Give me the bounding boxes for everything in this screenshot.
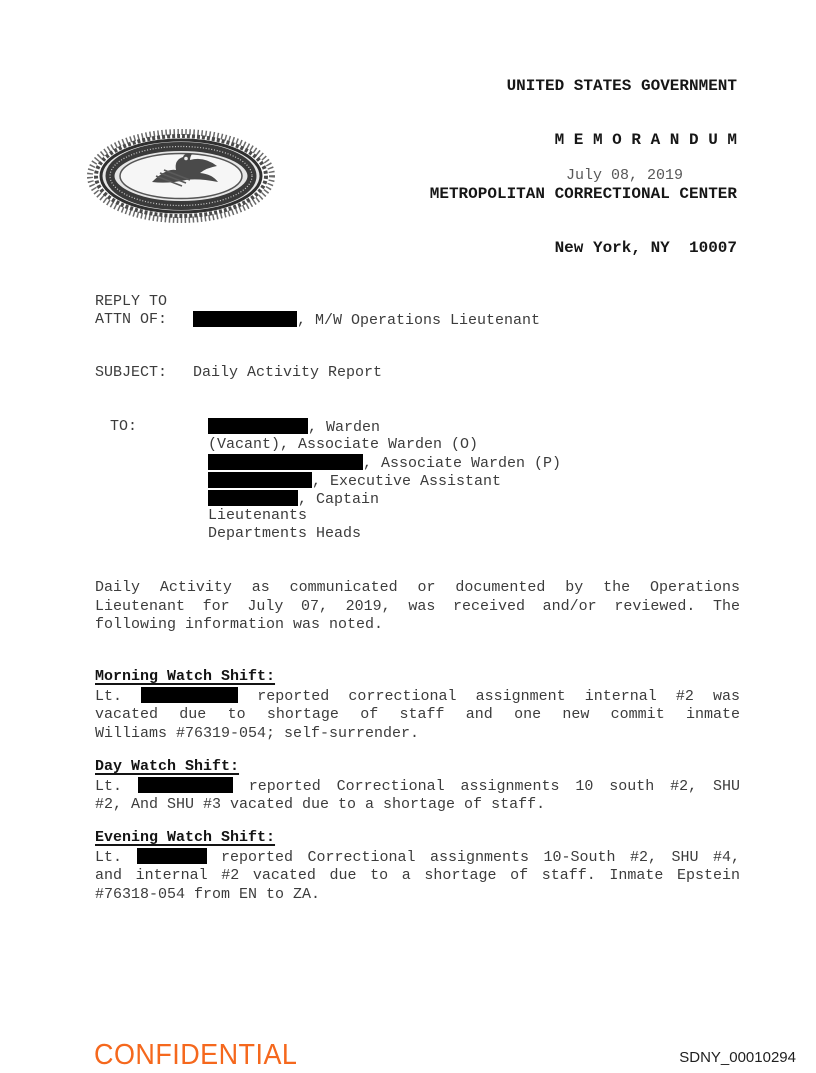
attn-of-title: , M/W Operations Lieutenant xyxy=(297,311,541,329)
bates-number: SDNY_00010294 xyxy=(679,1049,796,1066)
day-watch-heading: Day Watch Shift: xyxy=(95,758,240,775)
day-line-1: Lt. reported Correctional assignments 10 south #2, SHU xyxy=(95,777,740,795)
intro-line: Daily Activity as communicated or documented by the Operations xyxy=(95,579,740,596)
morning-watch-heading: Morning Watch Shift: xyxy=(95,668,276,685)
morning-line-1: Lt. reported correctional assignment internal #2 was xyxy=(95,687,740,705)
redaction-box xyxy=(208,490,298,506)
evening-line-1: Lt. reported Correctional assignments 10-South #2, SHU #4, xyxy=(95,848,740,866)
morning-line-2: vacated due to shortage of staff and one new commit inmate xyxy=(95,706,740,723)
day-watch-section xyxy=(95,758,740,815)
recipient-department-heads: Departments Heads xyxy=(208,525,362,543)
evening-watch-section xyxy=(95,829,740,904)
morning-line-3: Williams #76319-054; self-surrender. xyxy=(95,724,420,742)
letterhead-line-1: UNITED STATES GOVERNMENT xyxy=(506,77,737,95)
evening-watch-heading: Evening Watch Shift: xyxy=(95,829,276,846)
redaction-box xyxy=(208,418,308,434)
letterhead-line-2: M E M O R A N D U M xyxy=(554,131,737,149)
subject-row xyxy=(95,364,740,382)
recipient-lieutenants: Lieutenants xyxy=(208,507,308,525)
redaction-box xyxy=(193,311,297,327)
to-recipients xyxy=(208,418,740,543)
redaction-box xyxy=(208,472,312,488)
reply-to-block xyxy=(95,293,740,329)
letterhead-line-4: New York, NY 10007 xyxy=(554,239,737,257)
redaction-box xyxy=(138,777,233,793)
evening-line-2: and internal #2 vacated due to a shortage of staff. Inmate Epstein xyxy=(95,867,740,884)
recipient-executive-assistant: , Executive Assistant xyxy=(208,472,740,490)
recipient-associate-warden-o: (Vacant), Associate Warden (O) xyxy=(208,435,479,453)
to-label: TO: xyxy=(110,418,138,435)
redaction-box xyxy=(137,848,207,864)
subject-value: Daily Activity Report xyxy=(193,364,383,381)
confidential-stamp: CONFIDENTIAL xyxy=(94,1039,298,1071)
attn-of-label: ATTN OF: xyxy=(95,310,168,328)
attn-of-value xyxy=(193,311,740,330)
morning-watch-section xyxy=(95,668,740,743)
redaction-box xyxy=(141,687,238,703)
memo-date: July 08, 2019 xyxy=(566,167,684,184)
recipient-captain: , Captain xyxy=(208,490,740,508)
evening-line-3: #76318-054 from EN to ZA. xyxy=(95,885,321,903)
day-line-2: #2, And SHU #3 vacated due to a shortage of staff. xyxy=(95,796,546,813)
recipient-warden: , Warden xyxy=(208,418,740,436)
letterhead-line-3: METROPOLITAN CORRECTIONAL CENTER xyxy=(429,185,737,203)
to-block xyxy=(95,418,740,543)
subject-label: SUBJECT: xyxy=(95,364,168,381)
recipient-associate-warden-p: , Associate Warden (P) xyxy=(208,454,740,472)
intro-paragraph xyxy=(95,579,740,635)
intro-line: following information was noted. xyxy=(95,616,384,633)
intro-line: Lieutenant for July 07, 2019, was received and/or reviewed. The xyxy=(95,597,740,615)
doj-seal-icon xyxy=(86,128,276,224)
redaction-box xyxy=(208,454,363,470)
reply-to-label: REPLY TO xyxy=(95,293,168,310)
